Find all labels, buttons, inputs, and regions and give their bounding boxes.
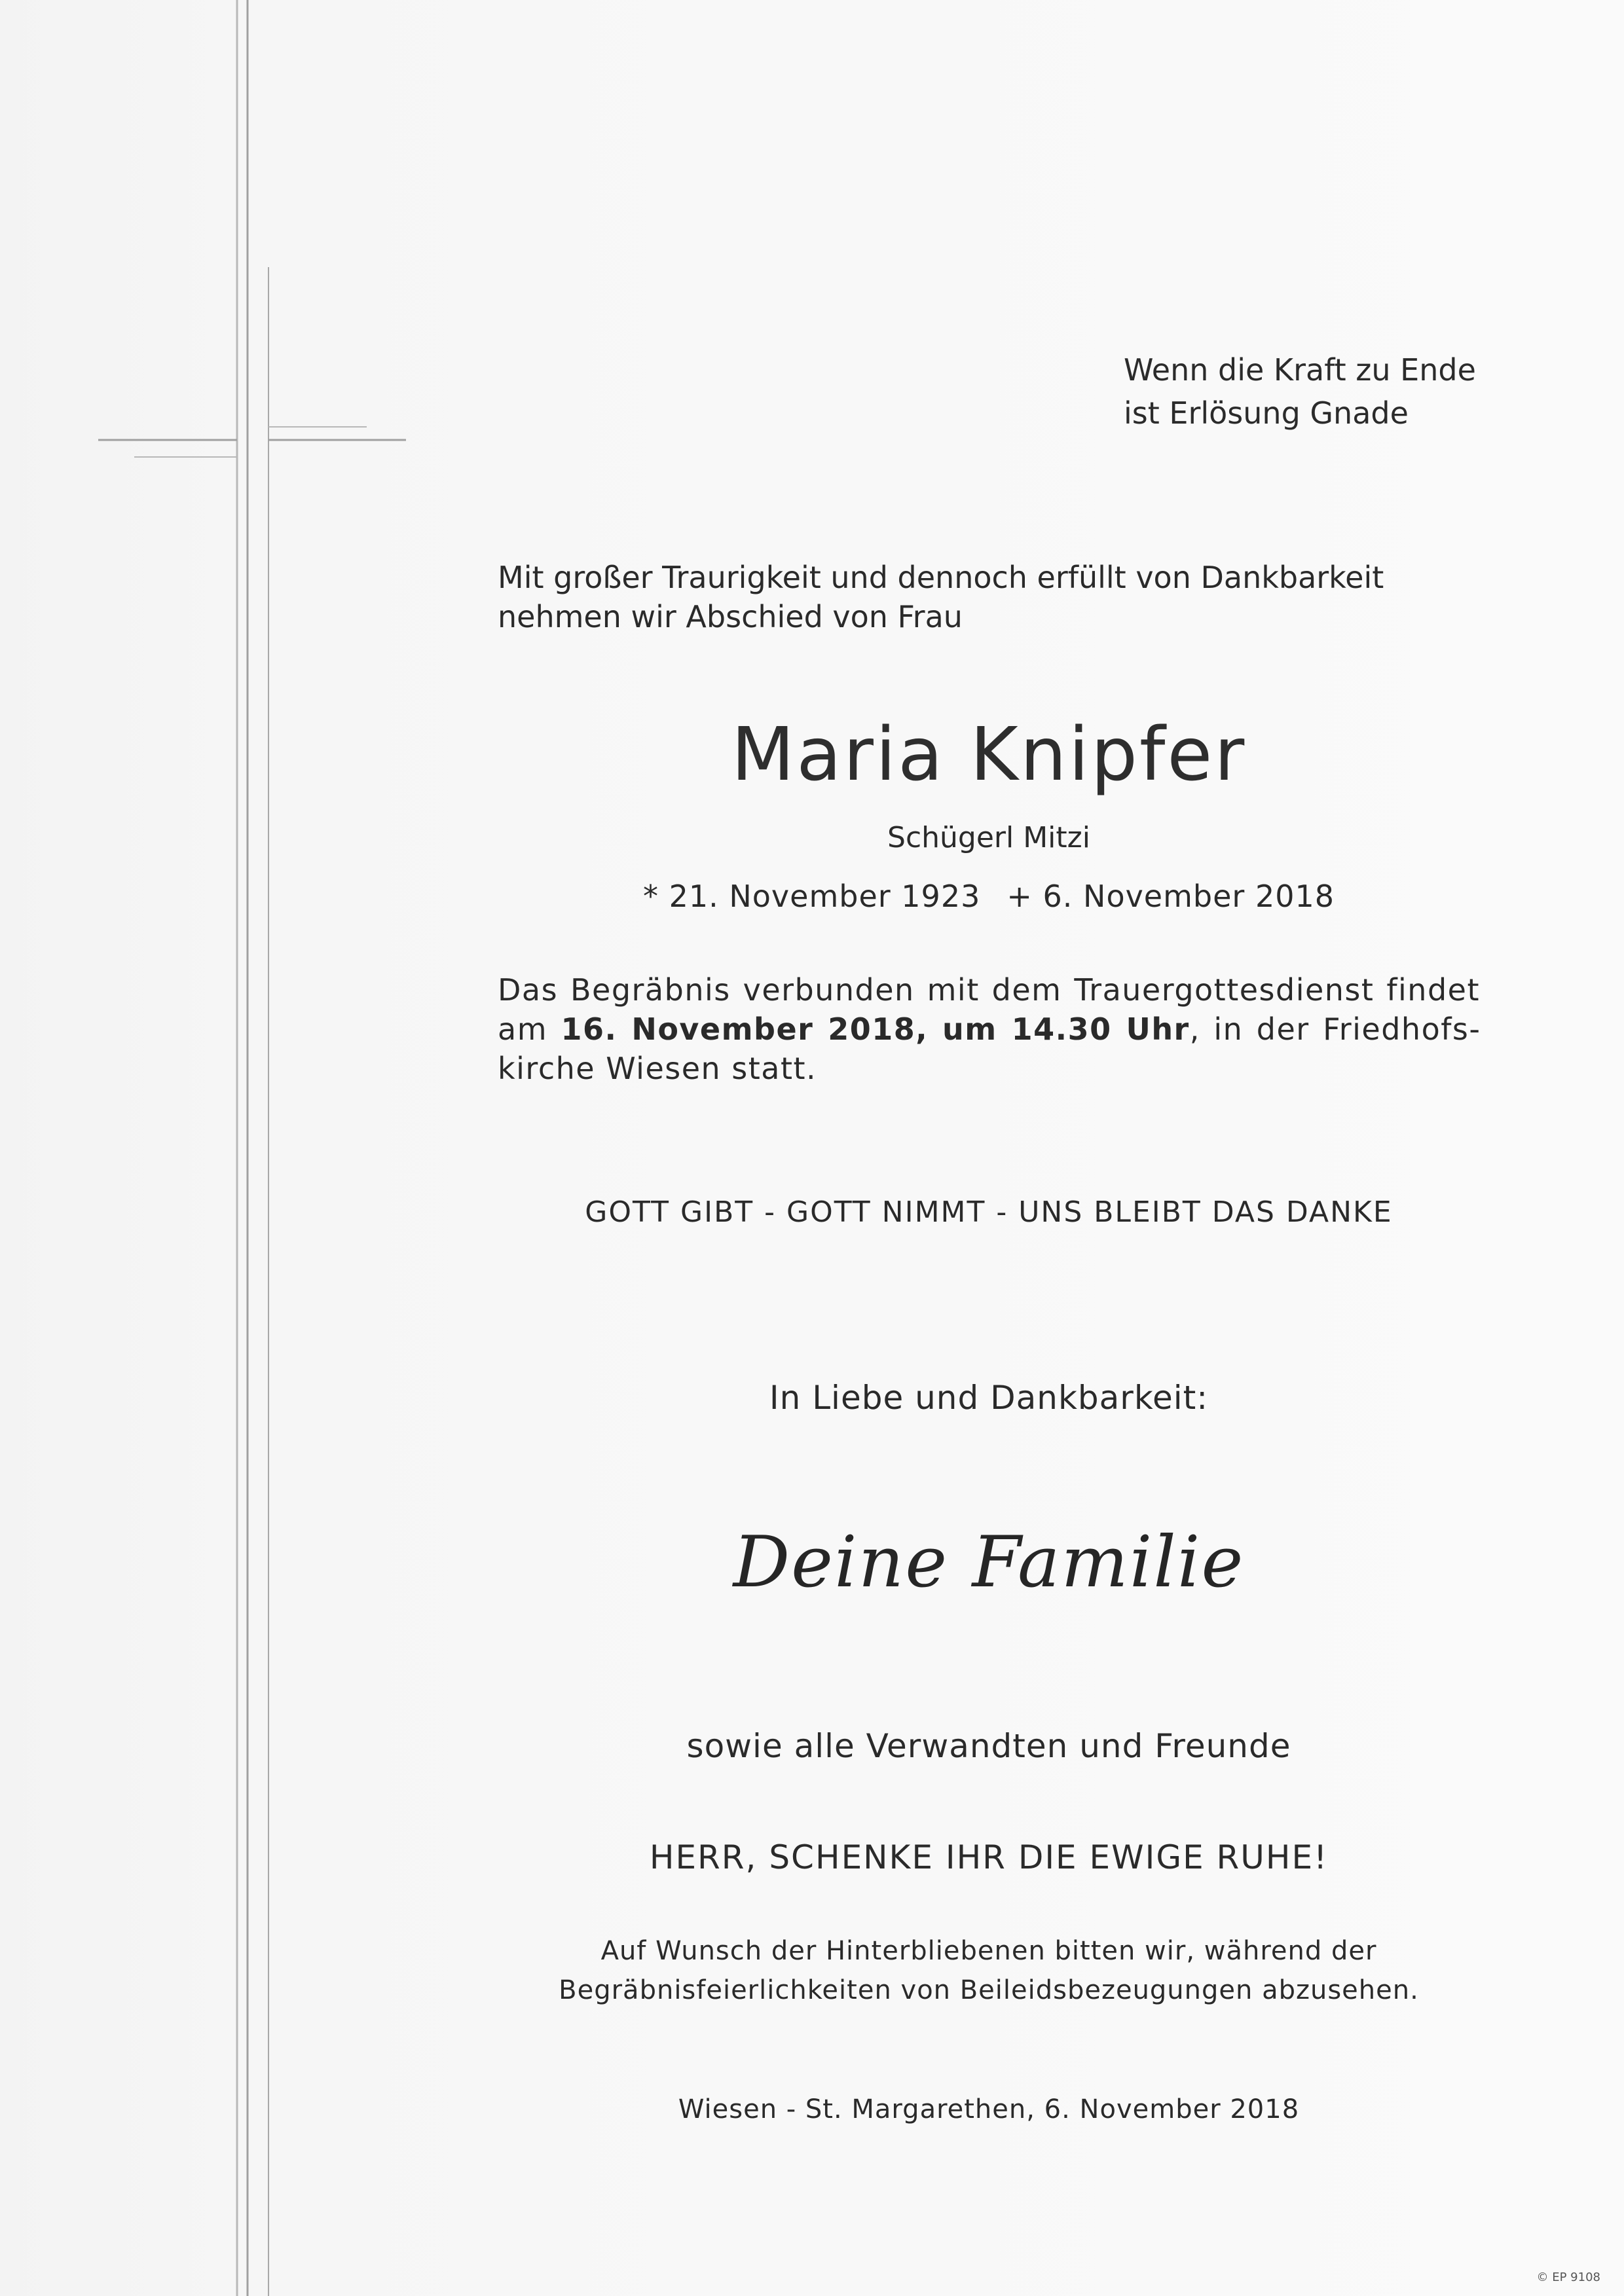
place-date: Wiesen - St. Margarethen, 6. November 2018 bbox=[678, 2094, 1300, 2124]
deceased-name: Maria Knipfer bbox=[731, 712, 1247, 797]
relatives-line: sowie alle Verwandten und Freunde bbox=[686, 1727, 1291, 1765]
saying: GOTT GIBT - GOTT NIMMT - UNS BLEIBT DAS DANKE bbox=[585, 1195, 1393, 1229]
life-dates bbox=[498, 875, 1480, 918]
funeral-text-after: , in der Friedhofskirche Wiesen statt. bbox=[498, 1011, 1480, 1086]
birth-date: * 21. November 1923 bbox=[642, 879, 981, 914]
motto-line-2: ist Erlösung Gnade bbox=[1124, 395, 1409, 431]
funeral-text-before: Das Begräbnis verbunden mit dem Trauergottesdienst findet am bbox=[498, 972, 1480, 1047]
funeral-date-time: 16. November 2018, um 14.30 Uhr bbox=[561, 1011, 1190, 1047]
condolence-request bbox=[498, 1931, 1480, 2010]
motto-line-1: Wenn die Kraft zu Ende bbox=[1124, 352, 1476, 388]
request-line-2: Begräbnisfeierlichkeiten von Beileidsbezeugungen abzusehen. bbox=[559, 1975, 1419, 2005]
dank-line: In Liebe und Dankbarkeit: bbox=[769, 1379, 1209, 1417]
family-signature: Deine Familie bbox=[733, 1522, 1245, 1603]
funeral-notice bbox=[498, 970, 1480, 1088]
product-code: © EP 9108 bbox=[1536, 2270, 1600, 2284]
deceased-nickname: Schügerl Mitzi bbox=[887, 821, 1090, 854]
motto bbox=[1124, 348, 1490, 435]
request-line-1: Auf Wunsch der Hinterbliebenen bitten wir, während der bbox=[600, 1936, 1377, 1966]
prayer-line: HERR, SCHENKE IHR DIE EWIGE RUHE! bbox=[649, 1838, 1329, 1876]
death-date: + 6. November 2018 bbox=[1006, 879, 1335, 914]
cross-icon bbox=[0, 0, 458, 2296]
intro-text: Mit großer Traurigkeit und dennoch erfüllt von Dankbarkeit nehmen wir Abschied von Frau bbox=[498, 560, 1384, 634]
